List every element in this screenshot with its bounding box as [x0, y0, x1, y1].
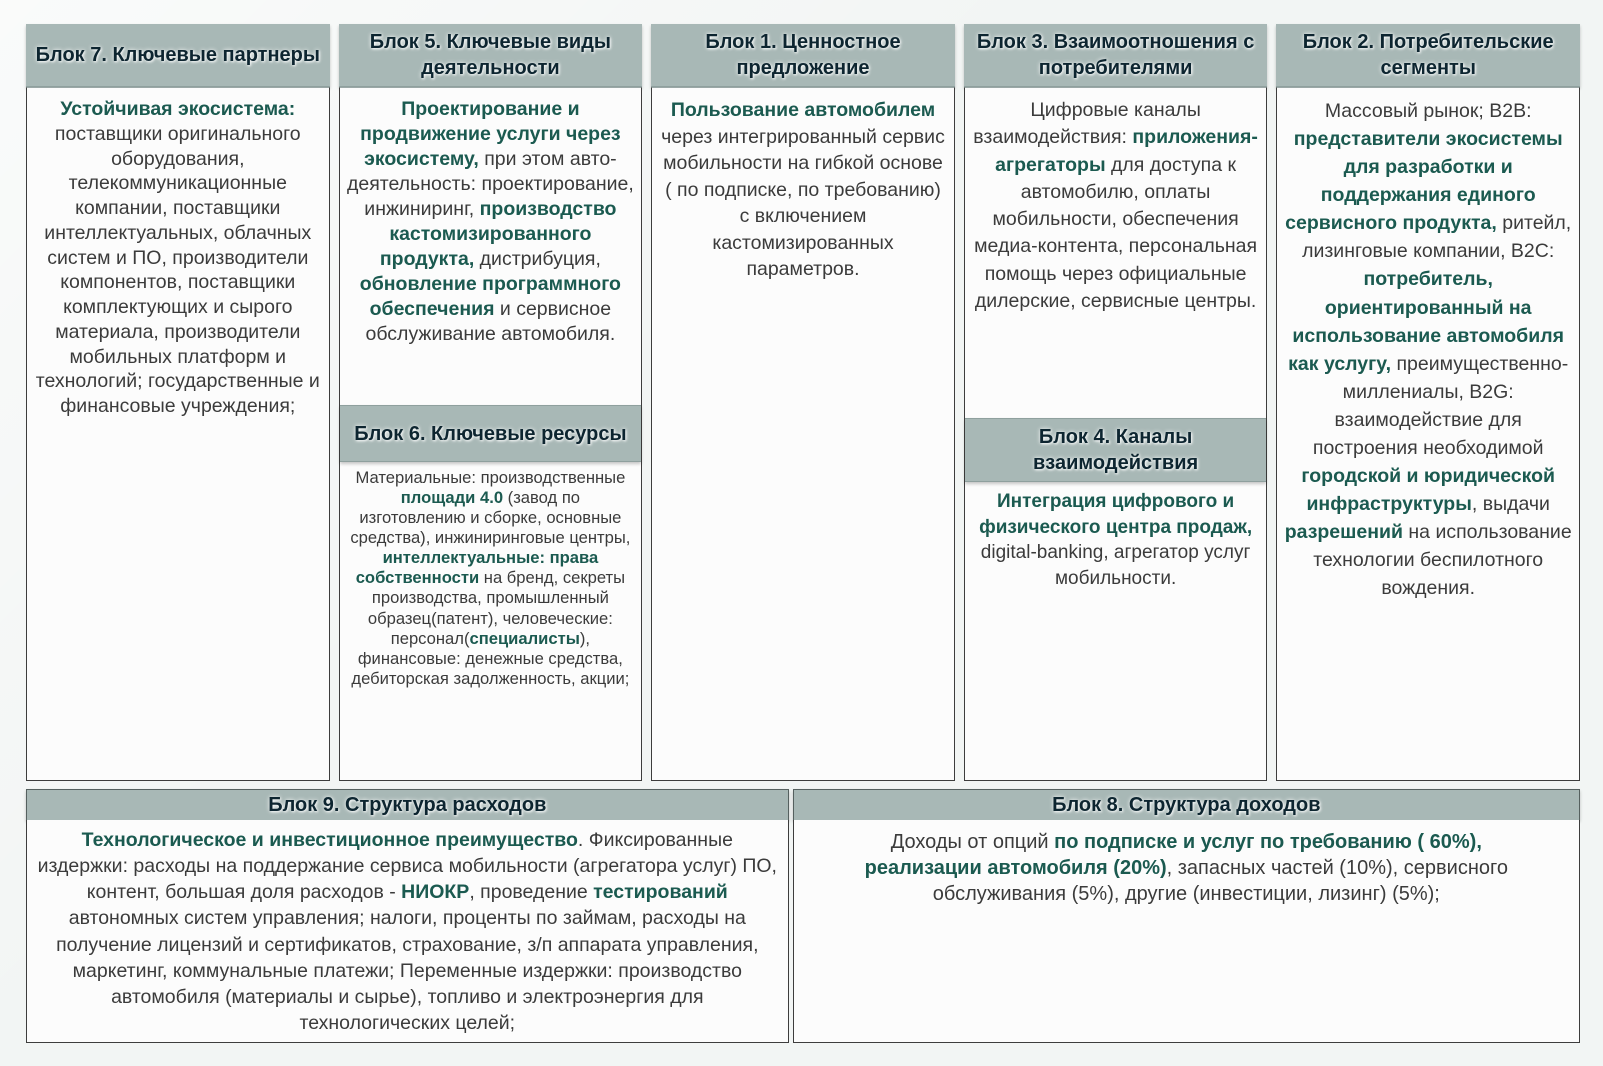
block5-content: Проектирование и продвижение услуги через экосистему, при этом авто-деятельность: проектирование, инжиниринг, производство кастомизированного продукта, дистрибуция, обновление программного обеспечения и сервисное обслуживание автомобиля.: [346, 98, 634, 345]
block3-4-box: [964, 87, 1268, 781]
canvas-top-grid: [26, 24, 1580, 781]
block1-box: [651, 87, 955, 781]
column-key-partners: [26, 24, 330, 781]
block3-header: Блок 3. Взаимоотношения с потребителями: [964, 24, 1268, 87]
block6-header: Блок 6. Ключевые ресурсы: [340, 405, 642, 462]
cost-structure-cell: [26, 789, 789, 1043]
column-key-activities-resources: [339, 24, 643, 781]
block4-content: Интеграция цифрового и физического центра продаж, digital-banking, агрегатор услуг мобильности.: [979, 491, 1253, 589]
block9-header: Блок 9. Структура расходов: [26, 789, 789, 820]
block1-content: Пользование автомобилем через интегрированный сервис мобильности на гибкой основе ( по подписке, по требованию) с включением кастомизированных параметров.: [661, 99, 945, 281]
block8-content: Доходы от опций по подписке и услуг по требованию ( 60%), реализации автомобиля (20%), запасных частей (10%), сервисного обслуживания (5%), другие (инвестиции, лизинг) (5%);: [864, 831, 1508, 905]
block4-header: Блок 4. Каналы взаимодействия: [965, 418, 1267, 482]
column-value-proposition: [651, 24, 955, 781]
block5-header: Блок 5. Ключевые виды деятельности: [339, 24, 643, 87]
block8-header: Блок 8. Структура доходов: [793, 789, 1580, 820]
column-customer-segments: [1276, 24, 1580, 781]
block7-header: Блок 7. Ключевые партнеры: [26, 24, 330, 87]
block2-content: Массовый рынок; B2B: представители экосистемы для разработки и поддержания единого сервисного продукта, ритейл, лизинговые компании, B2C: потребитель, ориентированный на использование автомобиля как услугу, преимущественно-миллениалы, B2G: взаимодействие для построения необходимой городской и юридической инфраструктуры, выдачи разрешений на использование технологии беспилотного вождения.: [1284, 100, 1572, 600]
block2-box: [1276, 87, 1580, 781]
block9-content: Технологическое и инвестиционное преимущество. Фиксированные издержки: расходы на поддержание сервиса мобильности (агрегатора услуг) ПО, контент, большая доля расходов - НИОКР, проведение тестирований автономных систем управления; налоги, проценты по займам, расходы на получение лицензий и сертификатов, страхование, з/п аппарата управления, маркетинг, коммунальные платежи; Переменные издержки: производство автомобиля (материалы и сырье), топливо и электроэнергия для технологических целей;: [37, 829, 777, 1034]
block7-box: [26, 87, 330, 781]
revenue-structure-cell: [793, 789, 1580, 1043]
block1-header: Блок 1. Ценностное предложение: [651, 24, 955, 87]
block3-content: Цифровые каналы взаимодействия: приложения-агрегаторы для доступа к автомобилю, оплаты мобильности, обеспечения медиа-контента, персональная помощь через официальные дилерские, сервисные центры.: [973, 99, 1258, 313]
block9-box: [26, 820, 789, 1043]
column-customer-relations-channels: [964, 24, 1268, 781]
block7-content: Устойчивая экосистема: поставщики оригинального оборудования, телекоммуникационные компании, поставщики интеллектуальных, облачных систем и ПО, производители компонентов, поставщики комплектующих и сырого материала, производители мобильных платформ и технологий; государственные и финансовые учреждения;: [35, 98, 320, 417]
block6-content: Материальные: производственные площади 4.0 (завод по изготовлению и сборке, основные средства), инжиниринговые центры, интеллектуальные: права собственности на бренд, секреты производства, промышленный образец(патент), человеческие: персонал(специалисты), финансовые: денежные средства, дебиторская задолженность, акции;: [350, 468, 631, 688]
block2-header: Блок 2. Потребительские сегменты: [1276, 24, 1580, 87]
block8-box: [793, 820, 1580, 1043]
block5-6-box: [339, 87, 643, 781]
canvas-bottom-grid: [26, 789, 1580, 1039]
